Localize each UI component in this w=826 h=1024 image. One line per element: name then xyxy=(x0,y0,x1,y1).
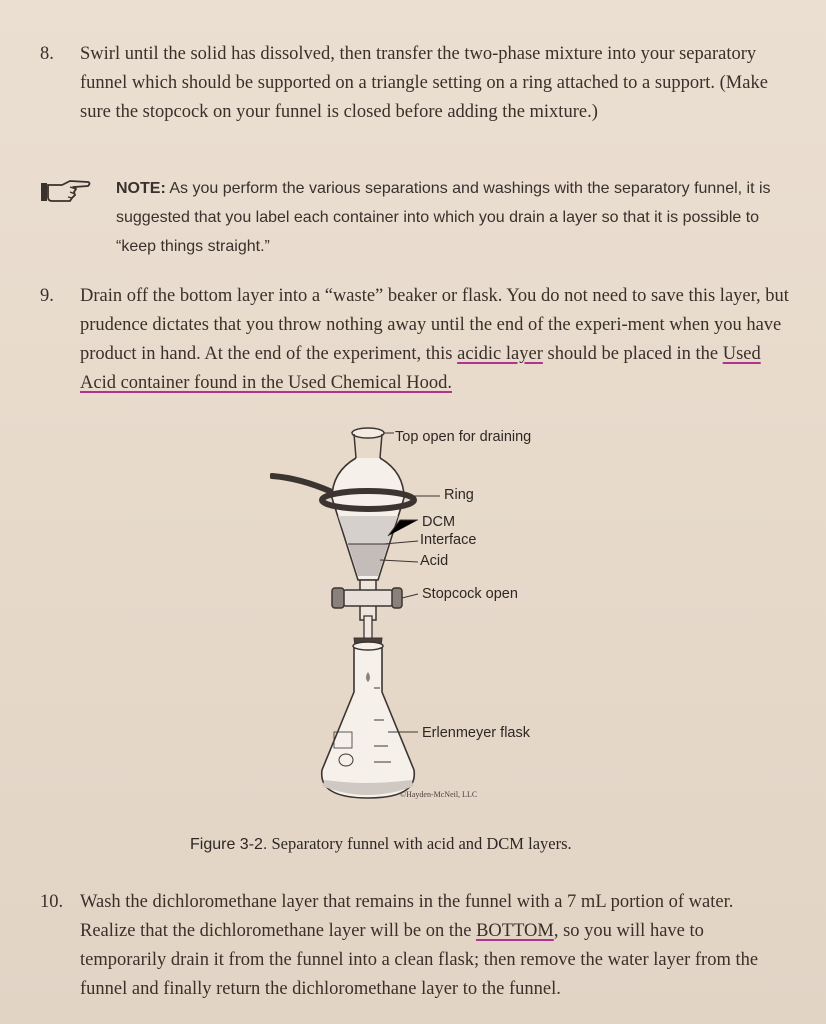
label-dcm: DCM xyxy=(422,514,456,530)
step-text-part: , so you will have to temporarily drain it from the funnel into a clean flask; then remove the water layer from the funnel and finally return the dichloromethane layer to the funnel. xyxy=(80,921,759,999)
caption-text: Separatory funnel with acid and DCM layers. xyxy=(271,834,572,853)
label-ring: Ring xyxy=(444,487,474,503)
note-label: NOTE: xyxy=(116,180,166,197)
step-text xyxy=(80,282,790,398)
label-interface: Interface xyxy=(420,532,477,548)
underlined-bottom: BOTTOM xyxy=(476,921,554,941)
stopcock xyxy=(342,590,394,606)
dcm-layer xyxy=(338,516,398,544)
label-erlenmeyer-flask: Erlenmeyer flask xyxy=(422,725,530,741)
step-8 xyxy=(40,40,790,127)
underlined-acidic-layer: acidic layer xyxy=(457,344,543,364)
note-text: As you perform the various separations and washings with the separatory funnel, it is suggested that you label each container into which you drain a layer so that it is possible to “keep things straight.” xyxy=(116,180,771,255)
step-10 xyxy=(40,888,790,1004)
step-text xyxy=(80,888,790,1004)
step-text: Swirl until the solid has dissolved, then transfer the two-phase mixture into your separatory funnel which should be supported on a triangle setting on a ring attached to a support. (Make sure the stopcock on your funnel is closed before adding the mixture.) xyxy=(80,44,768,122)
pointing-hand-icon xyxy=(40,178,92,204)
caption-label: Figure 3-2. xyxy=(190,836,268,853)
step-number: 8. xyxy=(40,44,54,64)
support-rod xyxy=(272,476,332,492)
step-text-part: Drain off the bottom layer into a “waste” beaker or flask. You do not need to save this layer, but prudence dictates that you throw nothing away until the end of the experi-ment when you have product in hand. At the end of the experiment, this xyxy=(80,286,789,364)
copyright-text: ©Hayden-McNeil, LLC xyxy=(400,790,478,799)
erlenmeyer-flask xyxy=(322,646,415,798)
funnel-top-opening xyxy=(352,428,384,438)
label-acid: Acid xyxy=(420,553,449,569)
note-block xyxy=(40,174,800,261)
step-number: 9. xyxy=(40,286,54,306)
label-top-open: Top open for draining xyxy=(395,429,532,445)
figure-caption xyxy=(190,834,750,854)
step-text-part: Wash the dichloromethane layer that remains in the funnel with a 7 mL portion of water. Realize that the dichloromethane layer will be on the xyxy=(80,892,734,941)
step-text-part: should be placed in the xyxy=(542,344,723,364)
separatory-funnel-diagram xyxy=(270,420,570,820)
step-9 xyxy=(40,282,790,398)
step-number: 10. xyxy=(40,892,64,912)
underlined-used-acid-container: Used Acid container found in the Used Chemical Hood. xyxy=(80,344,761,393)
label-stopcock: Stopcock open xyxy=(422,586,518,602)
